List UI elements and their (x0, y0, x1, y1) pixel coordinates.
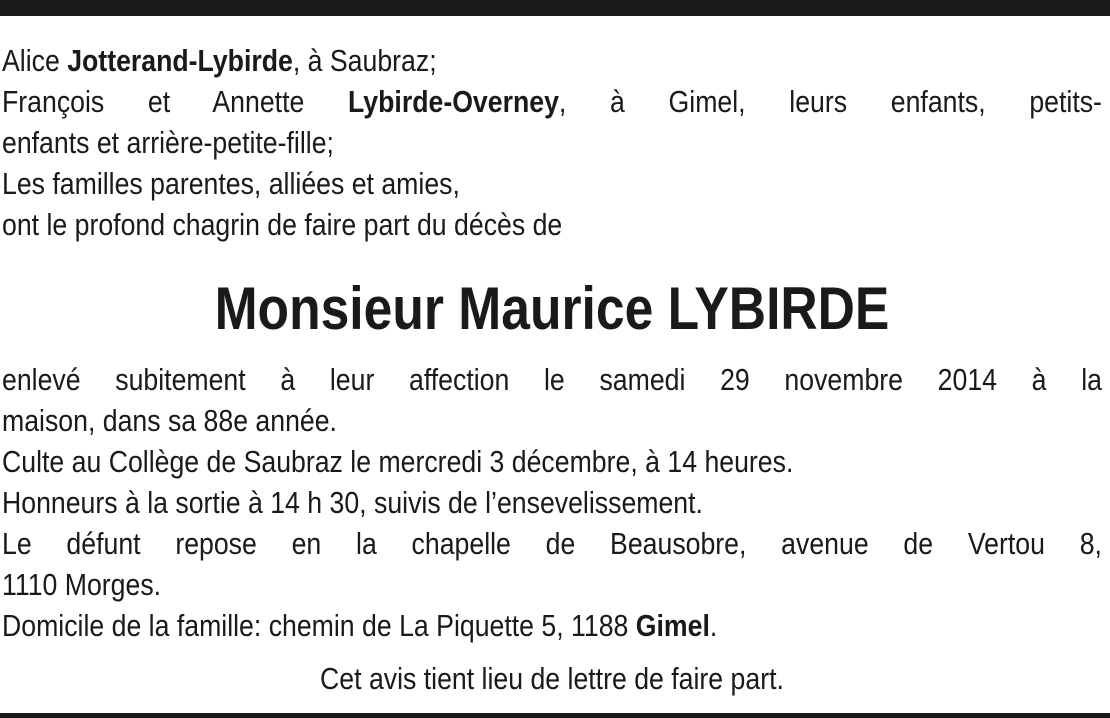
funeral-service: Culte au Collège de Saubraz le mercredi 3 décembre, à 14 heures. (2, 444, 794, 479)
repose-line2: 1110 Morges. (2, 567, 162, 602)
top-rule (0, 0, 1110, 16)
family-name-jotterand: Jotterand-Lybirde (67, 43, 293, 78)
text-segment: , à Gimel, leurs enfants, petits- (558, 84, 1102, 119)
family-name-overney: Lybirde-Overney (348, 84, 559, 119)
family-line-descendants: enfants et arrière-petite-fille; (2, 125, 334, 160)
text-segment: Domicile de la famille: chemin de La Piquette 5, 1188 (2, 608, 636, 643)
family-domicile (2, 605, 1102, 646)
obituary-notice (2, 40, 1102, 699)
death-circumstances-line2: maison, dans sa 88e année. (2, 403, 337, 438)
bottom-rule (0, 713, 1110, 718)
death-circumstances-line1: enlevé subitement à leur affection le samedi 29 novembre 2014 à la (2, 362, 1102, 397)
honours-line: Honneurs à la sortie à 14 h 30, suivis de l’ensevelissement. (2, 485, 703, 520)
family-line-relatives: Les familles parentes, alliées et amies, (2, 166, 460, 201)
family-line-alice (2, 40, 1102, 81)
text-segment: . (709, 608, 718, 643)
text-segment: , à Saubraz; (292, 43, 437, 78)
text-segment: Alice (2, 43, 68, 78)
family-line-francois (2, 81, 1102, 122)
text-segment: François et Annette (2, 84, 349, 119)
repose-line1: Le défunt repose en la chapelle de Beausobre, avenue de Vertou 8, (2, 526, 1102, 561)
deceased-name: Monsieur Maurice LYBIRDE (214, 275, 890, 342)
closing-note: Cet avis tient lieu de lettre de faire part. (320, 661, 784, 696)
announcement-line: ont le profond chagrin de faire part du décès de (2, 207, 563, 242)
domicile-place: Gimel (635, 608, 710, 643)
